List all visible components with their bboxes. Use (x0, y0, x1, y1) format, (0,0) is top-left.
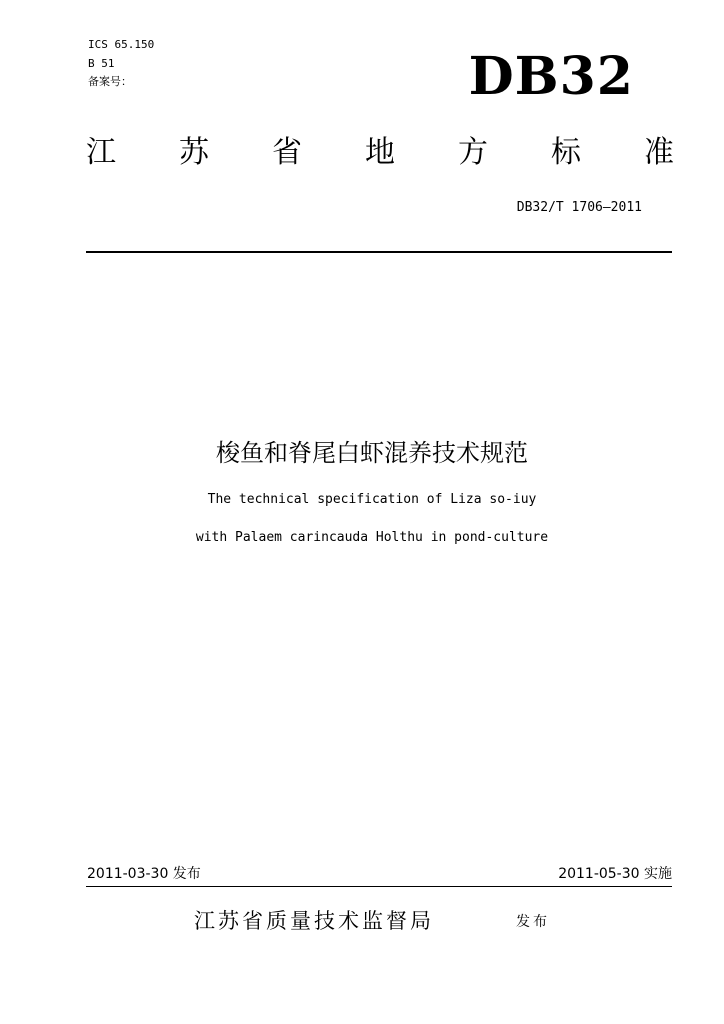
standard-type-char: 准 (644, 135, 674, 170)
document-title-english-line1: The technical specification of Liza so-iuy (207, 492, 537, 507)
standard-number: DB32/T 1706—2011 (516, 200, 642, 215)
classification-code: B 51 (88, 57, 115, 70)
document-title-english-line2: with Palaem carincauda Holthu in pond-culture (195, 530, 549, 545)
standard-code-logo: DB32 (468, 46, 634, 107)
standard-type-char: 苏 (179, 135, 209, 170)
document-title-chinese: 梭鱼和脊尾白虾混养技术规范 (216, 439, 528, 467)
bottom-divider (86, 886, 672, 887)
ics-code: ICS 65.150 (88, 38, 155, 51)
standard-type-char: 地 (365, 135, 395, 170)
standard-type-heading (86, 133, 674, 173)
issue-date: 2011-03-30 发布 (87, 866, 201, 882)
top-divider (86, 251, 672, 253)
record-number-label: 备案号： (88, 75, 132, 88)
standard-type-char: 方 (458, 135, 488, 170)
standard-type-char: 省 (272, 135, 302, 170)
publisher-name: 江苏省质量技术监督局 (194, 909, 434, 933)
standard-type-char: 标 (551, 135, 581, 170)
standard-type-char: 江 (86, 135, 116, 170)
implementation-date: 2011-05-30 实施 (558, 866, 672, 882)
publisher-suffix: 发布 (516, 914, 550, 930)
